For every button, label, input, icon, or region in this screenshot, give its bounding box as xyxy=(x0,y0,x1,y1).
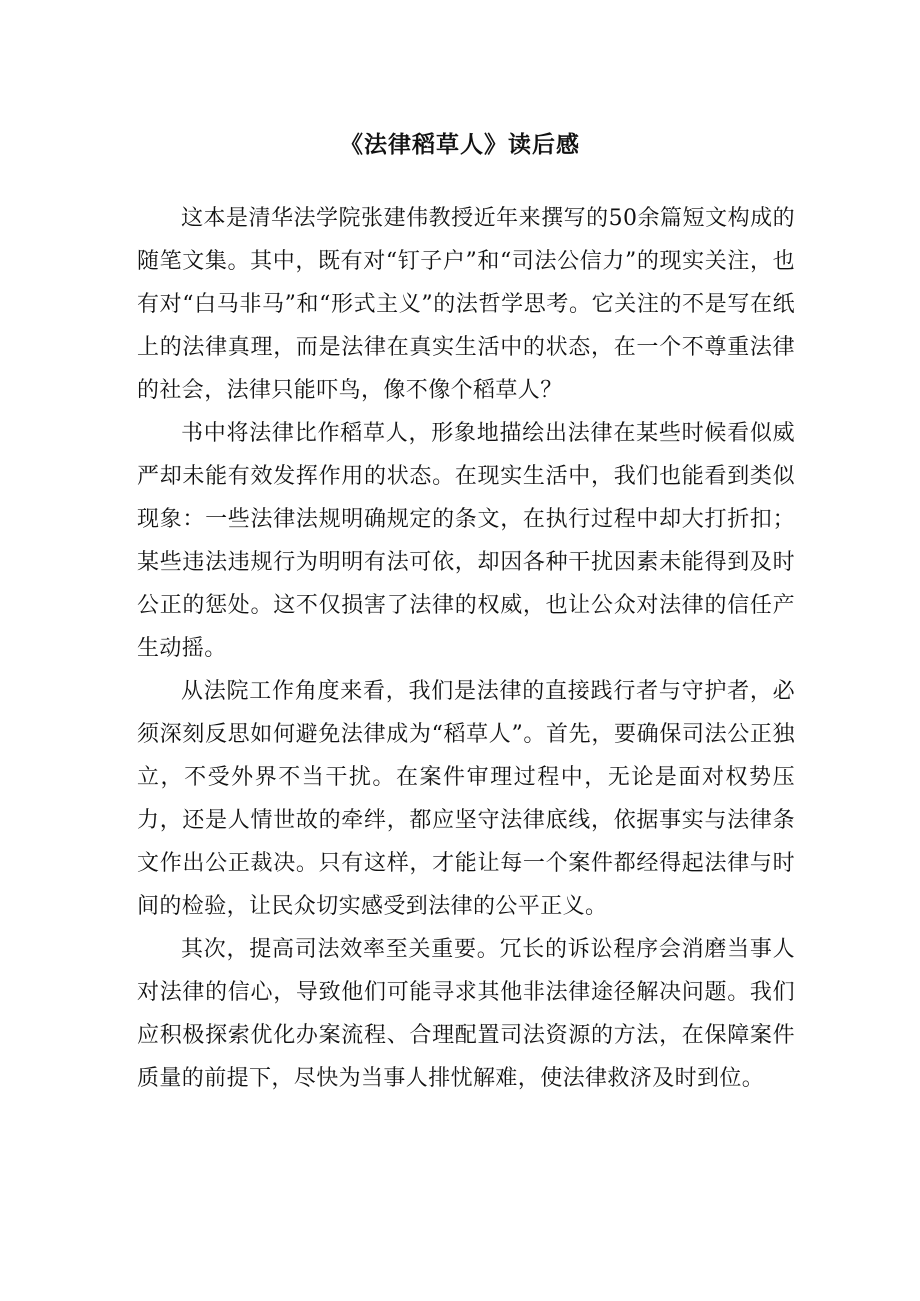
paragraph-3: 从法院工作角度来看，我们是法律的直接践行者与守护者，必须深刻反思如何避免法律成为“稻草人”。首先，要确保司法公正独立，不受外界不当干扰。在案件审理过程中，无论是面对权势压力，还是人情世故的牵绊，都应坚守法律底线，依据事实与法律条文作出公正裁决。只有这样，才能让每一个案件都经得起法律与时间的检验，让民众切实感受到法律的公平正义。 xyxy=(137,679,795,919)
paragraph-4: 其次，提高司法效率至关重要。冗长的诉讼程序会消磨当事人对法律的信心，导致他们可能寻求其他非法律途径解决问题。我们应积极探索优化办案流程、合理配置司法资源的方法，在保障案件质量的前提下，尽快为当事人排忧解难，使法律救济及时到位。 xyxy=(137,937,795,1091)
paragraph-2: 书中将法律比作稻草人，形象地描绘出法律在某些时候看似威严却未能有效发挥作用的状态。在现实生活中，我们也能看到类似现象：一些法律法规明确规定的条文，在执行过程中却大打折扣；某些违法违规行为明明有法可依，却因各种干扰因素未能得到及时公正的惩处。这不仅损害了法律的权威，也让公众对法律的信任产生动摇。 xyxy=(137,421,795,661)
document-body xyxy=(137,197,795,1100)
document-title: 《法律稻草人》读后感 xyxy=(340,132,580,158)
paragraph-1: 这本是清华法学院张建伟教授近年来撰写的50余篇短文构成的随笔文集。其中，既有对“钉子户”和“司法公信力”的现实关注，也有对“白马非马”和“形式主义”的法哲学思考。它关注的不是写在纸上的法律真理，而是法律在真实生活中的状态，在一个不尊重法律的社会，法律只能吓鸟，像不像个稻草人？ xyxy=(137,206,795,403)
